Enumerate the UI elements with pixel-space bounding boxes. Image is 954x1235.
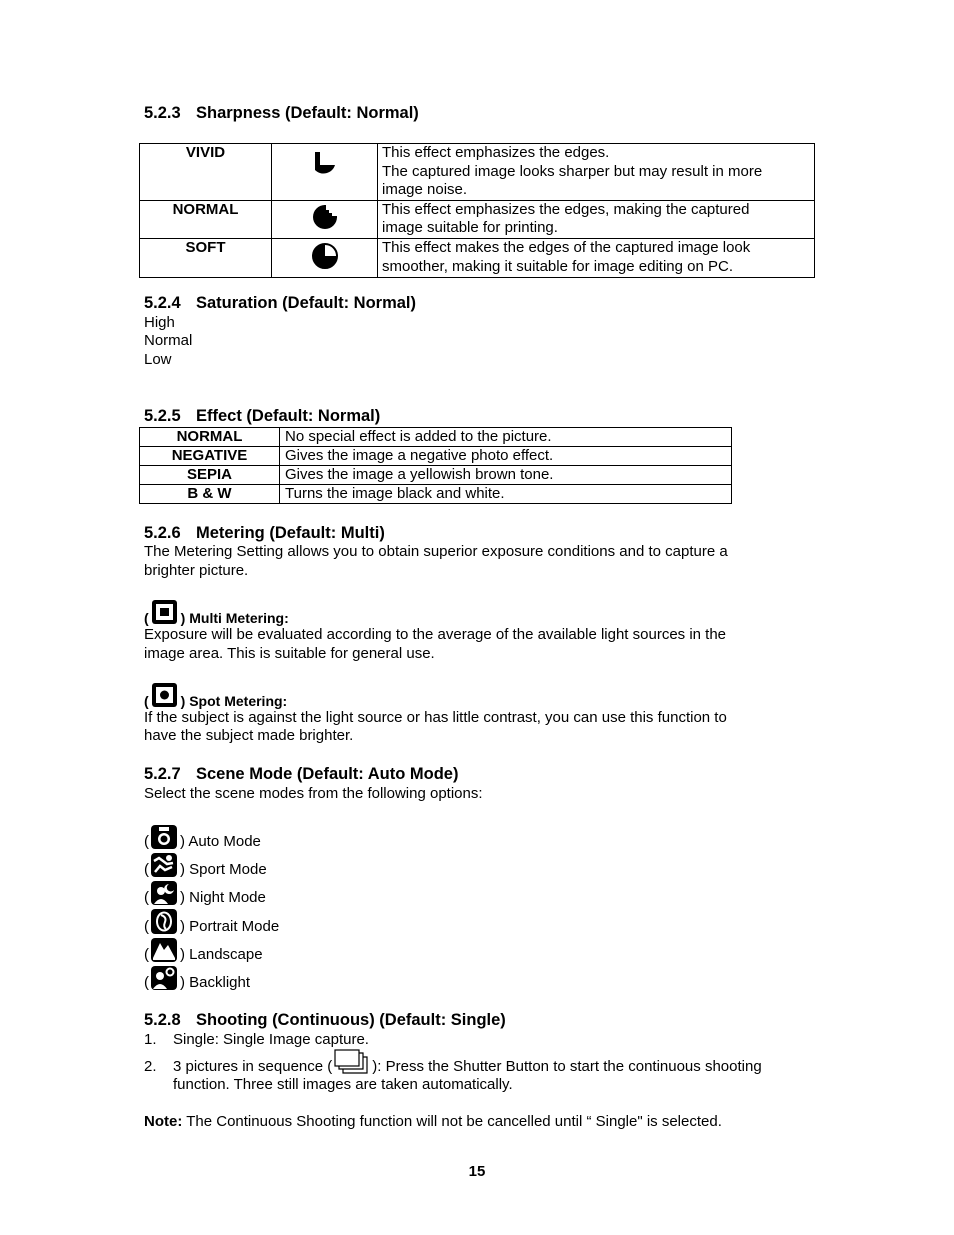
- sharpness-label: SOFT: [140, 239, 272, 278]
- night-mode-icon: [150, 880, 178, 906]
- spot-metering-line: If the subject is against the light source or has little contrast, you can use this function to: [144, 709, 727, 726]
- spot-metering-heading: ( ) Spot Metering:: [144, 681, 287, 709]
- table-row: [140, 485, 732, 504]
- table-row: [140, 239, 815, 278]
- table-row: [140, 466, 732, 485]
- multi-metering-line: image area. This is suitable for general use.: [144, 645, 435, 662]
- note-text: The Continuous Shooting function will not be cancelled until “ Single" is selected.: [182, 1113, 722, 1130]
- sport-mode-icon: [150, 852, 178, 878]
- list-item: 2. 3 pictures in sequence ( ): Press the Shutter Button to start the continuous shooting: [144, 1050, 762, 1076]
- note: [144, 1113, 722, 1132]
- backlight-icon: [150, 965, 178, 991]
- description-line: This effect emphasizes the edges, making the captured: [382, 200, 750, 218]
- table-row: [140, 144, 815, 201]
- description-line: smoother, making it suitable for image editing on PC.: [382, 257, 734, 275]
- effect-label: NORMAL: [140, 428, 280, 447]
- description-line: This effect makes the edges of the captured image look: [382, 239, 751, 256]
- description-line: The captured image looks sharper but may result in more: [382, 162, 763, 180]
- section-heading-metering: 5.2.6 Metering (Default: Multi): [144, 524, 385, 542]
- auto-mode-icon: [150, 824, 178, 850]
- effect-label: B & W: [140, 485, 280, 504]
- scene-mode-item: ( ) Auto Mode: [144, 823, 261, 850]
- metering-intro-line: brighter picture.: [144, 562, 249, 579]
- scene-mode-item: ( ) Night Mode: [144, 879, 266, 906]
- continuous-shooting-icon: [334, 1049, 370, 1074]
- list-item: 1. Single: Single Image capture.: [144, 1031, 369, 1048]
- metering-intro-line: The Metering Setting allows you to obtain superior exposure conditions and to capture a: [144, 543, 728, 560]
- scene-mode-item: ( ) Backlight: [144, 964, 250, 991]
- saturation-option: Normal: [144, 332, 193, 349]
- scene-mode-item: ( ) Landscape: [144, 936, 263, 963]
- scene-intro: Select the scene modes from the following options:: [144, 785, 483, 802]
- sharpness-soft-icon: [309, 239, 341, 271]
- section-heading-shooting: 5.2.8 Shooting (Continuous) (Default: Single): [144, 1011, 506, 1029]
- multi-metering-icon: [150, 599, 179, 626]
- sharpness-normal-icon: [309, 201, 341, 233]
- page-number: 15: [468, 1163, 486, 1180]
- multi-metering-line: Exposure will be evaluated according to the average of the available light sources in the: [144, 626, 727, 643]
- section-heading-saturation: 5.2.4 Saturation (Default: Normal): [144, 294, 417, 312]
- effect-table: [139, 427, 732, 504]
- note-label: Note:: [144, 1113, 183, 1130]
- sharpness-vivid-icon: [309, 148, 341, 180]
- description-line: image noise.: [382, 181, 468, 198]
- effect-label: NEGATIVE: [140, 447, 280, 466]
- sharpness-label: VIVID: [140, 144, 272, 201]
- effect-description: No special effect is added to the picture.: [280, 428, 732, 447]
- sharpness-table: [139, 143, 815, 278]
- table-row: [140, 200, 815, 239]
- effect-label: SEPIA: [140, 466, 280, 485]
- saturation-option: Low: [144, 351, 172, 368]
- section-heading-sharpness: 5.2.3 Sharpness (Default: Normal): [144, 104, 419, 122]
- effect-description: Gives the image a negative photo effect.: [280, 447, 732, 466]
- effect-description: Gives the image a yellowish brown tone.: [280, 466, 732, 485]
- scene-mode-item: ( ) Sport Mode: [144, 851, 267, 878]
- table-row: [140, 428, 732, 447]
- scene-mode-item: ( ) Portrait Mode: [144, 907, 279, 935]
- saturation-option: High: [144, 314, 175, 331]
- effect-description: Turns the image black and white.: [280, 485, 732, 504]
- portrait-mode-icon: [150, 908, 178, 935]
- list-item-continuation: function. Three still images are taken automatically.: [173, 1076, 513, 1093]
- sharpness-label: NORMAL: [140, 200, 272, 239]
- multi-metering-heading: ( ) Multi Metering:: [144, 598, 289, 626]
- section-heading-scene-mode: 5.2.7 Scene Mode (Default: Auto Mode): [144, 765, 459, 783]
- spot-metering-icon: [150, 682, 179, 709]
- section-heading-effect: 5.2.5 Effect (Default: Normal): [144, 407, 381, 425]
- description-line: image suitable for printing.: [382, 219, 558, 236]
- table-row: [140, 447, 732, 466]
- description-line: This effect emphasizes the edges.: [382, 144, 610, 161]
- landscape-icon: [150, 937, 178, 963]
- spot-metering-line: have the subject made brighter.: [144, 727, 354, 744]
